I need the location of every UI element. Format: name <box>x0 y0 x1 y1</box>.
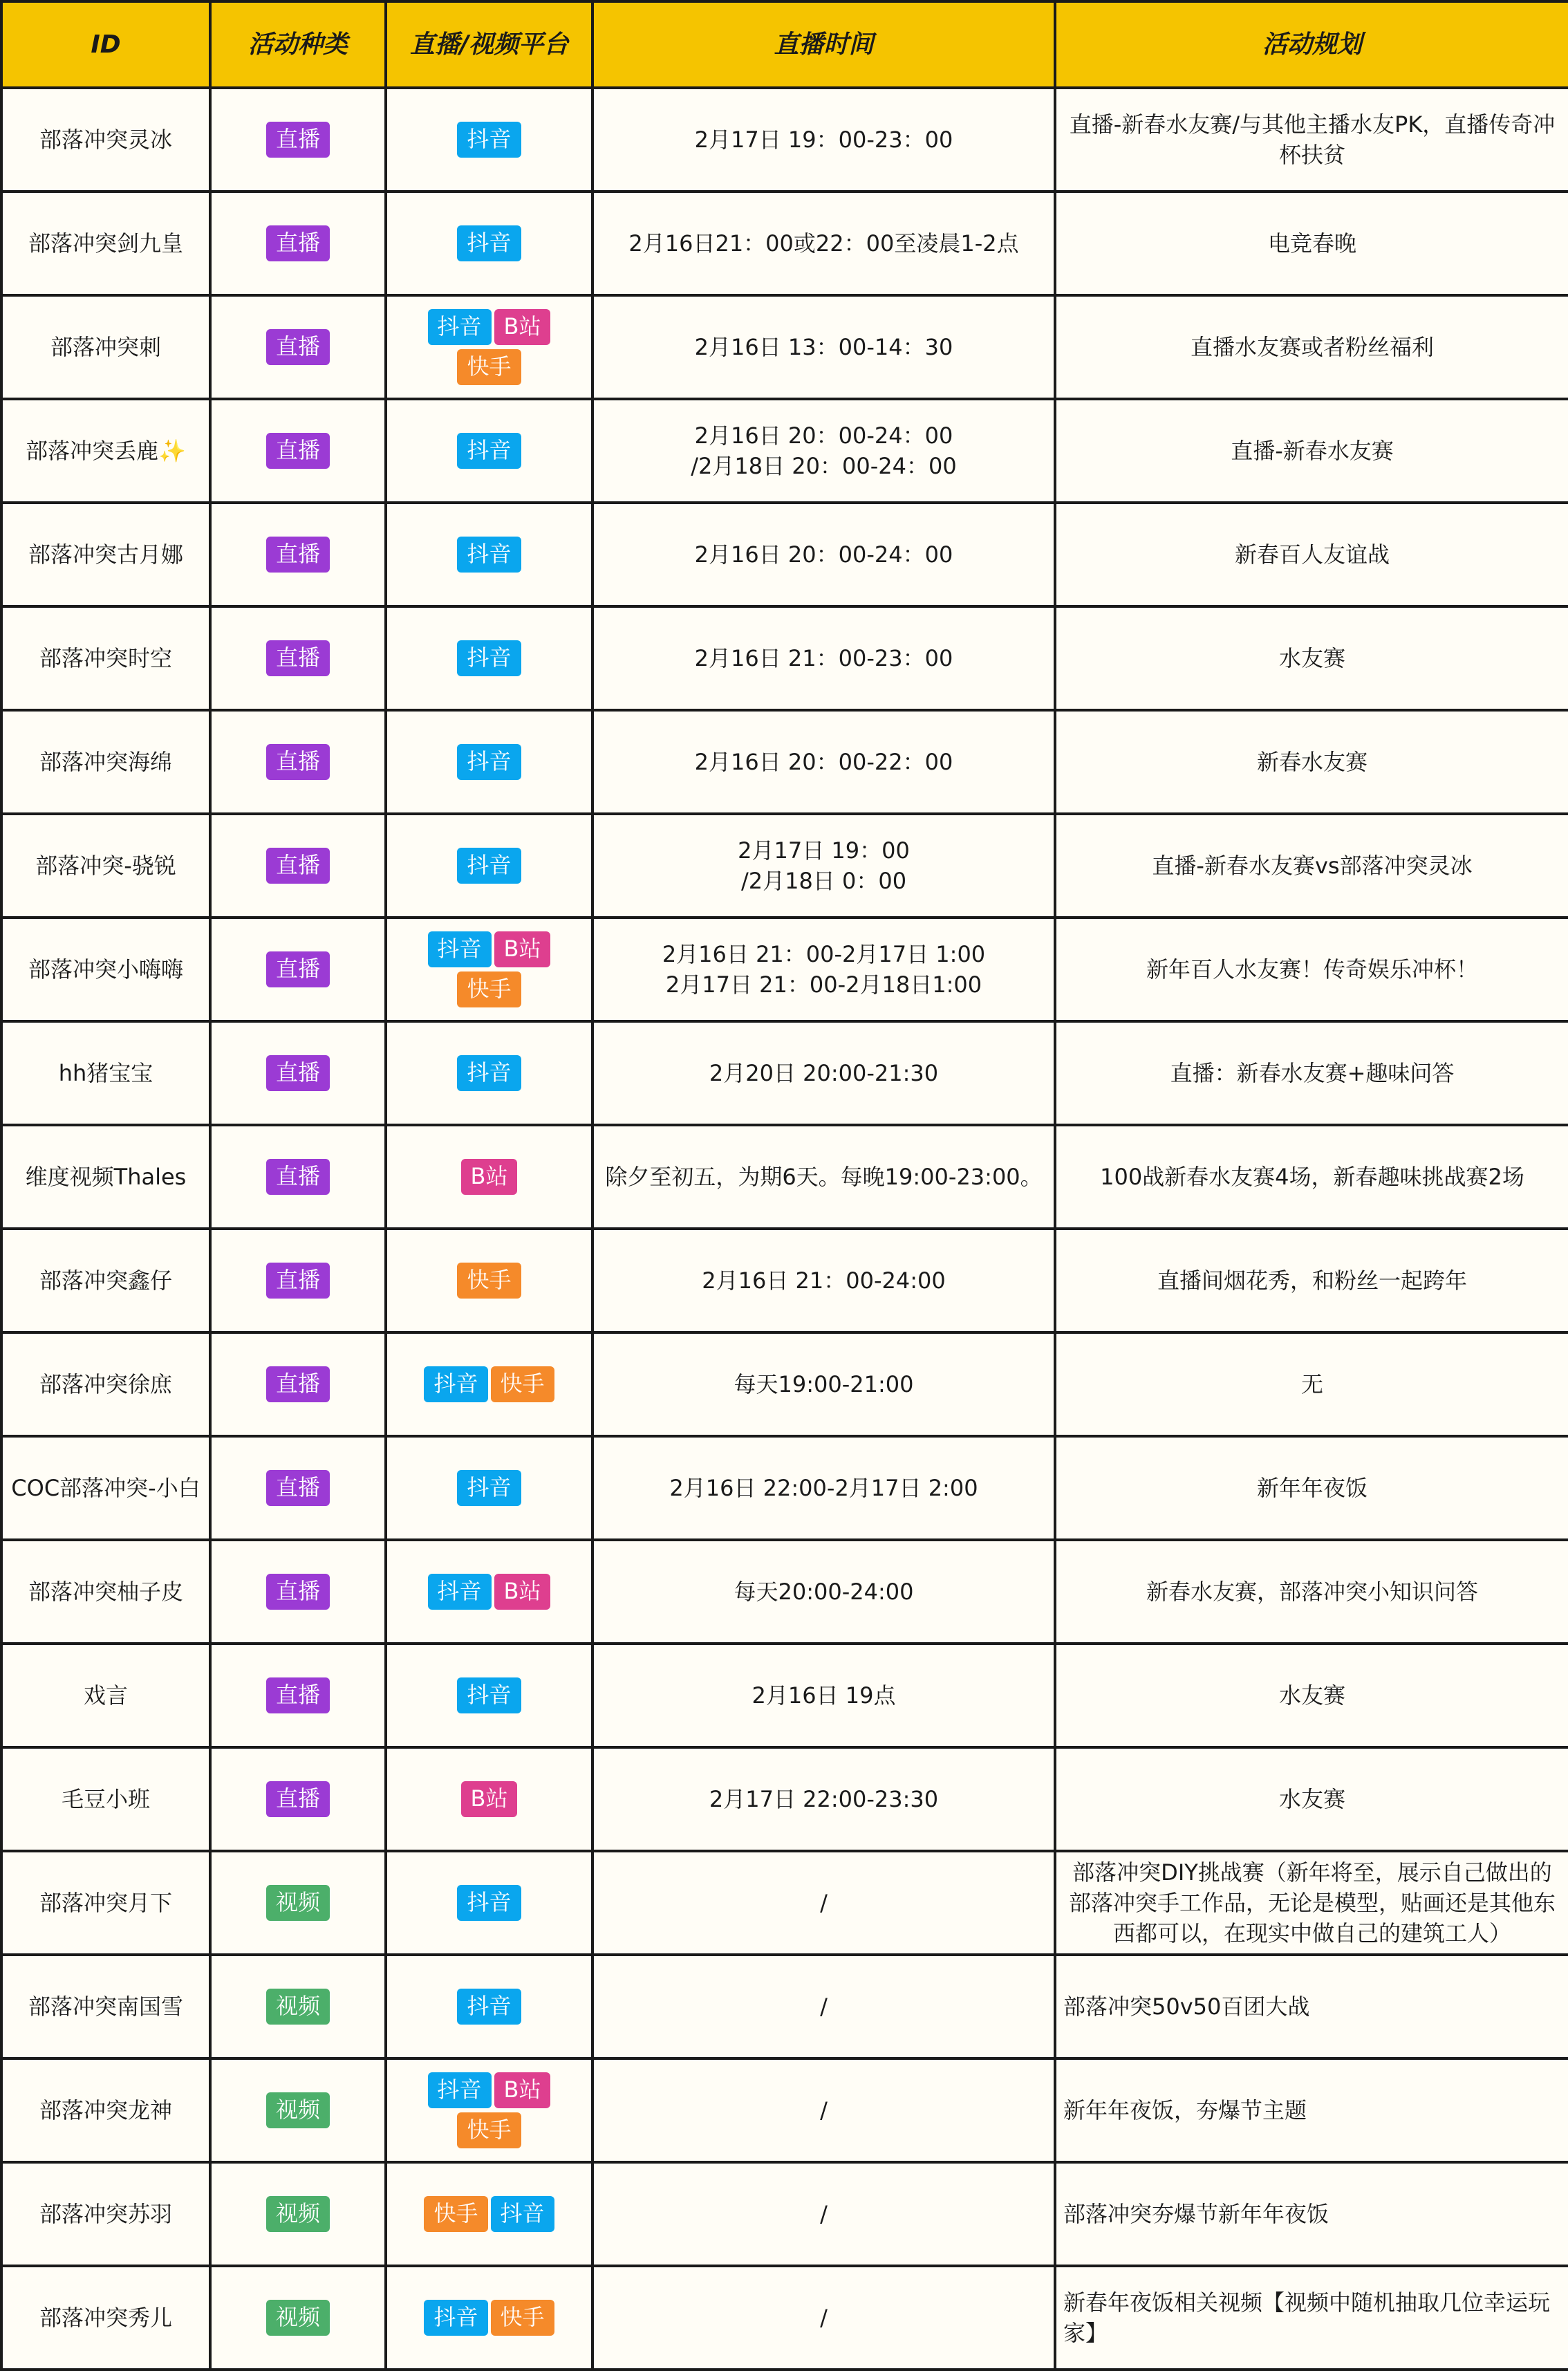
tag-badge: 视频 <box>266 2092 330 2128</box>
table-row <box>1 918 1568 1021</box>
table-row <box>1 503 1568 606</box>
platform-tags <box>413 638 566 678</box>
tag-badge: 抖音 <box>428 1574 492 1610</box>
tag-badge: 快手 <box>491 1366 554 1402</box>
tag-badge: 视频 <box>266 1989 330 2025</box>
table-row <box>1 1955 1568 2058</box>
platform-tags <box>413 1053 566 1093</box>
cell-id: 部落冲突剑九皇 <box>1 192 210 295</box>
table-row <box>1 295 1568 399</box>
cell-platforms <box>386 1644 592 1747</box>
tag-badge: 抖音 <box>457 640 521 676</box>
tag-badge: 直播 <box>266 433 330 469</box>
cell-plan: 水友赛 <box>1055 606 1568 710</box>
platform-tags <box>413 2070 566 2150</box>
platform-tags <box>413 534 566 575</box>
cell-time: 2月16日 22:00-2月17日 2:00 <box>592 1436 1055 1540</box>
cell-plan: 新年百人水友赛！传奇娱乐冲杯！ <box>1055 918 1568 1021</box>
table-row <box>1 2266 1568 2370</box>
tag-badge: 快手 <box>491 2300 554 2336</box>
cell-time: 2月16日 20：00-24：00 /2月18日 20：00-24：00 <box>592 399 1055 503</box>
cell-plan: 新春水友赛，部落冲突小知识问答 <box>1055 1540 1568 1644</box>
header-id: ID <box>1 1 210 88</box>
table-row <box>1 1125 1568 1229</box>
table-row <box>1 192 1568 295</box>
cell-id: 部落冲突苏羽 <box>1 2162 210 2266</box>
tag-badge: 直播 <box>266 225 330 261</box>
cell-time: 2月16日 21：00-2月17日 1:00 2月17日 21：00-2月18日1:00 <box>592 918 1055 1021</box>
cell-id: 部落冲突海绵 <box>1 710 210 814</box>
tag-badge: 快手 <box>457 2112 521 2148</box>
cell-plan: 水友赛 <box>1055 1644 1568 1747</box>
cell-type <box>210 1955 386 2058</box>
cell-type <box>210 918 386 1021</box>
cell-platforms <box>386 918 592 1021</box>
tag-badge: 直播 <box>266 848 330 884</box>
cell-id: 部落冲突龙神 <box>1 2058 210 2162</box>
cell-type <box>210 814 386 918</box>
cell-platforms <box>386 88 592 192</box>
tag-badge: 直播 <box>266 1263 330 1299</box>
table-row <box>1 1229 1568 1332</box>
platform-tags <box>413 1261 566 1301</box>
cell-platforms <box>386 192 592 295</box>
cell-id: 部落冲突-骁锐 <box>1 814 210 918</box>
tag-badge: 视频 <box>266 2196 330 2232</box>
tag-badge: 视频 <box>266 1885 330 1921</box>
platform-tags <box>413 929 566 1010</box>
cell-platforms <box>386 1229 592 1332</box>
cell-plan: 无 <box>1055 1332 1568 1436</box>
header-row <box>1 1 1568 88</box>
tag-badge: 直播 <box>266 537 330 573</box>
cell-platforms <box>386 503 592 606</box>
cell-id: 部落冲突灵冰 <box>1 88 210 192</box>
table-row <box>1 710 1568 814</box>
cell-time: 2月17日 19：00-23：00 <box>592 88 1055 192</box>
cell-time: 2月16日 13：00-14：30 <box>592 295 1055 399</box>
tag-badge: 抖音 <box>424 2300 487 2336</box>
cell-id: 部落冲突刺 <box>1 295 210 399</box>
tag-badge: 直播 <box>266 1574 330 1610</box>
tag-badge: 直播 <box>266 1781 330 1817</box>
cell-time: 2月16日 19点 <box>592 1644 1055 1747</box>
cell-plan: 100战新春水友赛4场，新春趣味挑战赛2场 <box>1055 1125 1568 1229</box>
table-row <box>1 1540 1568 1644</box>
tag-badge: 直播 <box>266 1470 330 1506</box>
tag-badge: 快手 <box>457 1263 521 1299</box>
cell-platforms <box>386 1540 592 1644</box>
tag-badge: 抖音 <box>457 433 521 469</box>
cell-type <box>210 2162 386 2266</box>
cell-platforms <box>386 2266 592 2370</box>
tag-badge: 抖音 <box>457 848 521 884</box>
tag-badge: B站 <box>494 309 551 345</box>
tag-badge: B站 <box>461 1781 518 1817</box>
cell-plan: 部落冲突DIY挑战赛（新年将至，展示自己做出的部落冲突手工作品，无论是模型，贴画还是其他东西都可以，在现实中做自己的建筑工人） <box>1055 1851 1568 1955</box>
cell-type <box>210 1332 386 1436</box>
cell-type <box>210 88 386 192</box>
header-type: 活动种类 <box>210 1 386 88</box>
cell-platforms <box>386 1851 592 1955</box>
tag-badge: 抖音 <box>457 537 521 573</box>
cell-platforms <box>386 399 592 503</box>
tag-badge: 抖音 <box>457 1470 521 1506</box>
cell-id: 维度视频Thales <box>1 1125 210 1229</box>
cell-time: / <box>592 2162 1055 2266</box>
cell-platforms <box>386 1125 592 1229</box>
cell-type <box>210 295 386 399</box>
table-row <box>1 1021 1568 1125</box>
cell-type <box>210 606 386 710</box>
cell-id: 部落冲突秀儿 <box>1 2266 210 2370</box>
cell-time: 2月17日 22:00-23:30 <box>592 1747 1055 1851</box>
tag-badge: 直播 <box>266 640 330 676</box>
cell-plan: 新年年夜饭 <box>1055 1436 1568 1540</box>
tag-badge: 抖音 <box>428 931 492 967</box>
cell-id: 部落冲突南国雪 <box>1 1955 210 2058</box>
platform-tags <box>413 431 566 471</box>
tag-badge: 直播 <box>266 1055 330 1091</box>
cell-time: 2月20日 20:00-21:30 <box>592 1021 1055 1125</box>
tag-badge: 抖音 <box>491 2196 554 2232</box>
cell-type <box>210 1540 386 1644</box>
platform-tags <box>413 223 566 263</box>
tag-badge: 直播 <box>266 329 330 365</box>
cell-plan: 直播间烟花秀，和粉丝一起跨年 <box>1055 1229 1568 1332</box>
cell-time: 2月16日 20：00-24：00 <box>592 503 1055 606</box>
platform-tags <box>413 120 566 160</box>
table-row <box>1 1644 1568 1747</box>
cell-platforms <box>386 2058 592 2162</box>
tag-badge: 直播 <box>266 951 330 987</box>
platform-tags <box>413 1468 566 1508</box>
tag-badge: 直播 <box>266 744 330 780</box>
cell-id: 部落冲突柚子皮 <box>1 1540 210 1644</box>
cell-platforms <box>386 1021 592 1125</box>
platform-tags <box>413 742 566 782</box>
cell-time: 2月17日 19：00 /2月18日 0：00 <box>592 814 1055 918</box>
tag-badge: B站 <box>494 931 551 967</box>
tag-badge: 抖音 <box>457 1989 521 2025</box>
tag-badge: 抖音 <box>457 122 521 158</box>
cell-type <box>210 399 386 503</box>
cell-platforms <box>386 1955 592 2058</box>
tag-badge: 视频 <box>266 2300 330 2336</box>
cell-time: / <box>592 1851 1055 1955</box>
platform-tags <box>413 1157 566 1197</box>
cell-type <box>210 503 386 606</box>
cell-time: 2月16日 20：00-22：00 <box>592 710 1055 814</box>
cell-plan: 水友赛 <box>1055 1747 1568 1851</box>
platform-tags <box>413 846 566 886</box>
cell-time: / <box>592 2058 1055 2162</box>
table-row <box>1 88 1568 192</box>
tag-badge: 快手 <box>457 971 521 1007</box>
tag-badge: B站 <box>494 2072 551 2108</box>
tag-badge: 快手 <box>424 2196 487 2232</box>
tag-badge: 抖音 <box>457 744 521 780</box>
tag-badge: 抖音 <box>457 1677 521 1713</box>
cell-time: 每天19:00-21:00 <box>592 1332 1055 1436</box>
cell-platforms <box>386 1332 592 1436</box>
cell-type <box>210 1644 386 1747</box>
table-row <box>1 1851 1568 1955</box>
table-row <box>1 1747 1568 1851</box>
table-row <box>1 606 1568 710</box>
cell-type <box>210 1021 386 1125</box>
header-time: 直播时间 <box>592 1 1055 88</box>
cell-plan: 直播-新春水友赛/与其他主播水友PK，直播传奇冲杯扶贫 <box>1055 88 1568 192</box>
tag-badge: 直播 <box>266 122 330 158</box>
table-row <box>1 1332 1568 1436</box>
cell-platforms <box>386 814 592 918</box>
cell-plan: 部落冲突夯爆节新年年夜饭 <box>1055 2162 1568 2266</box>
tag-badge: B站 <box>461 1159 518 1195</box>
table-row <box>1 2162 1568 2266</box>
cell-platforms <box>386 1436 592 1540</box>
tag-badge: B站 <box>494 1574 551 1610</box>
header-platform: 直播/视频平台 <box>386 1 592 88</box>
table-row <box>1 814 1568 918</box>
cell-time: 2月16日 21：00-24:00 <box>592 1229 1055 1332</box>
cell-platforms <box>386 710 592 814</box>
tag-badge: 抖音 <box>428 309 492 345</box>
tag-badge: 直播 <box>266 1366 330 1402</box>
cell-time: 每天20:00-24:00 <box>592 1540 1055 1644</box>
cell-plan: 直播-新春水友赛 <box>1055 399 1568 503</box>
platform-tags <box>413 307 566 387</box>
cell-id: 部落冲突古月娜 <box>1 503 210 606</box>
tag-badge: 直播 <box>266 1677 330 1713</box>
cell-time: 除夕至初五，为期6天。每晚19:00-23:00。 <box>592 1125 1055 1229</box>
table-row <box>1 1436 1568 1540</box>
cell-type <box>210 710 386 814</box>
cell-platforms <box>386 1747 592 1851</box>
platform-tags <box>413 1883 566 1923</box>
cell-time: / <box>592 1955 1055 2058</box>
cell-id: 部落冲突徐庶 <box>1 1332 210 1436</box>
cell-plan: 新年年夜饭，夯爆节主题 <box>1055 2058 1568 2162</box>
cell-plan: 部落冲突50v50百团大战 <box>1055 1955 1568 2058</box>
cell-plan: 新春水友赛 <box>1055 710 1568 814</box>
cell-type <box>210 1229 386 1332</box>
table-row <box>1 2058 1568 2162</box>
cell-type <box>210 1436 386 1540</box>
cell-time: 2月16日 21：00-23：00 <box>592 606 1055 710</box>
cell-id: 部落冲突丢鹿✨ <box>1 399 210 503</box>
cell-type <box>210 1747 386 1851</box>
cell-type <box>210 1125 386 1229</box>
cell-plan: 直播：新春水友赛+趣味问答 <box>1055 1021 1568 1125</box>
tag-badge: 直播 <box>266 1159 330 1195</box>
cell-id: COC部落冲突-小白 <box>1 1436 210 1540</box>
cell-type <box>210 2058 386 2162</box>
platform-tags <box>413 1364 566 1404</box>
cell-id: hh猪宝宝 <box>1 1021 210 1125</box>
tag-badge: 抖音 <box>457 1055 521 1091</box>
platform-tags <box>413 2298 566 2338</box>
cell-id: 戏言 <box>1 1644 210 1747</box>
cell-plan: 新春年夜饭相关视频【视频中随机抽取几位幸运玩家】 <box>1055 2266 1568 2370</box>
tag-badge: 抖音 <box>424 1366 487 1402</box>
header-plan: 活动规划 <box>1055 1 1568 88</box>
platform-tags <box>413 2194 566 2234</box>
cell-id: 部落冲突时空 <box>1 606 210 710</box>
tag-badge: 抖音 <box>457 1885 521 1921</box>
tag-badge: 快手 <box>457 349 521 385</box>
cell-platforms <box>386 2162 592 2266</box>
cell-plan: 直播-新春水友赛vs部落冲突灵冰 <box>1055 814 1568 918</box>
table-row <box>1 399 1568 503</box>
tag-badge: 抖音 <box>428 2072 492 2108</box>
cell-platforms <box>386 295 592 399</box>
cell-id: 毛豆小班 <box>1 1747 210 1851</box>
platform-tags <box>413 1779 566 1819</box>
platform-tags <box>413 1572 566 1612</box>
cell-time: / <box>592 2266 1055 2370</box>
cell-platforms <box>386 606 592 710</box>
platform-tags <box>413 1675 566 1716</box>
cell-id: 部落冲突鑫仔 <box>1 1229 210 1332</box>
tag-badge: 抖音 <box>457 225 521 261</box>
cell-plan: 新春百人友谊战 <box>1055 503 1568 606</box>
cell-plan: 直播水友赛或者粉丝福利 <box>1055 295 1568 399</box>
cell-type <box>210 2266 386 2370</box>
cell-type <box>210 192 386 295</box>
cell-id: 部落冲突小嗨嗨 <box>1 918 210 1021</box>
platform-tags <box>413 1987 566 2027</box>
cell-time: 2月16日21：00或22：00至凌晨1-2点 <box>592 192 1055 295</box>
cell-id: 部落冲突月下 <box>1 1851 210 1955</box>
cell-plan: 电竞春晚 <box>1055 192 1568 295</box>
cell-type <box>210 1851 386 1955</box>
